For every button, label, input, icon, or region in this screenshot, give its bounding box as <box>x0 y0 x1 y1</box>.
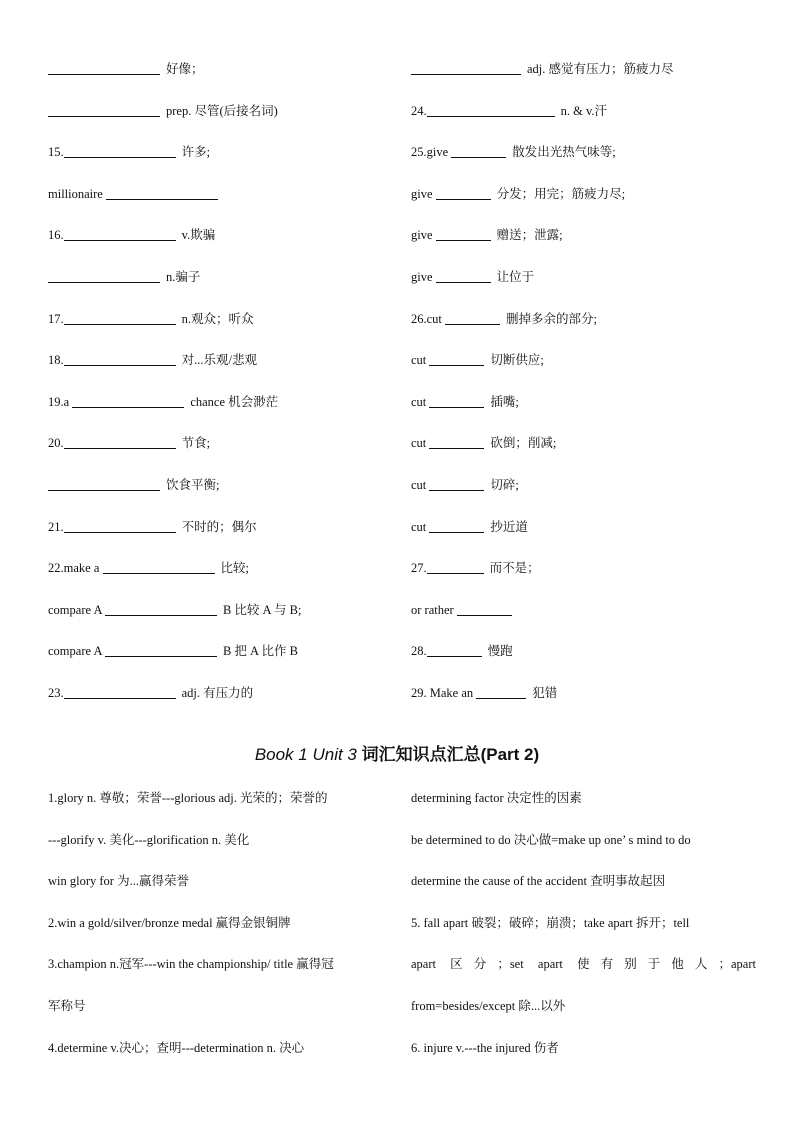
fill-line <box>411 640 756 682</box>
vocab-line: be determined to do 决心做=make up one’ s mind to do <box>411 832 691 847</box>
fill-line <box>48 516 393 558</box>
fill-line <box>411 349 756 391</box>
answer-blank[interactable] <box>64 226 176 241</box>
answer-blank[interactable] <box>64 684 176 699</box>
line-definition: 比较; <box>220 561 249 576</box>
fill-line <box>48 183 393 225</box>
answer-blank[interactable] <box>72 393 184 408</box>
fill-line <box>411 516 756 558</box>
line-prefix: cut <box>411 353 427 368</box>
line-definition: 而不是； <box>489 561 540 576</box>
line-definition: 赠送；泄露; <box>496 228 563 243</box>
vocab-line: 军称号 <box>48 998 86 1013</box>
answer-blank[interactable] <box>103 559 215 574</box>
answer-blank[interactable] <box>64 143 176 158</box>
line-definition: prep. 尽管(后接名词) <box>166 103 278 118</box>
fill-line <box>411 557 756 599</box>
vocab-line: 3.champion n.冠军---win the championship/ title 赢得冠 <box>48 957 334 972</box>
line-prefix: 21. <box>48 519 64 534</box>
vocab-line: from=besides/except 除...以外 <box>411 998 566 1013</box>
line-prefix: 29. Make an <box>411 685 474 700</box>
fill-line <box>48 100 393 142</box>
line-definition: 切碎; <box>490 477 519 492</box>
fill-line <box>48 141 393 183</box>
line-definition: n. & v.汗 <box>560 103 608 118</box>
answer-blank[interactable] <box>429 434 484 449</box>
line-definition: v.欺骗 <box>181 228 216 243</box>
answer-blank[interactable] <box>411 60 521 75</box>
answer-blank[interactable] <box>427 102 555 117</box>
line-prefix: 16. <box>48 228 64 243</box>
line-prefix: 27. <box>411 561 427 576</box>
line-prefix: cut <box>411 519 427 534</box>
title-book: Book 1 Unit 3 <box>254 745 357 764</box>
fill-line <box>48 224 393 266</box>
answer-blank[interactable] <box>429 351 484 366</box>
line-definition: 砍倒；削减; <box>490 436 557 451</box>
part2-right-column <box>411 787 756 1078</box>
answer-blank[interactable] <box>48 476 160 491</box>
answer-blank[interactable] <box>64 434 176 449</box>
part1-right-column <box>411 58 756 724</box>
vocab-line: 2.win a gold/silver/bronze medal 赢得金银铜牌 <box>48 915 291 930</box>
fill-line <box>48 599 393 641</box>
vocab-line: 6. injure v.---the injured 伤者 <box>411 1040 559 1055</box>
line-prefix: give <box>411 186 433 201</box>
answer-blank[interactable] <box>64 518 176 533</box>
line-definition: 分发；用完；筋疲力尽; <box>496 186 626 201</box>
line-prefix: give <box>411 228 433 243</box>
vocab-line: 5. fall apart 破裂；破碎；崩溃；take apart 拆开；tell <box>411 915 690 930</box>
answer-blank[interactable] <box>64 351 176 366</box>
vocab-line: ---glorify v. 美化---glorification n. 美化 <box>48 832 250 847</box>
fill-line <box>48 557 393 599</box>
fill-line <box>411 183 756 225</box>
line-definition: n.骗子 <box>166 269 201 284</box>
line-definition: adj. 感觉有压力；筋疲力尽 <box>527 62 674 76</box>
answer-blank[interactable] <box>436 226 491 241</box>
line-prefix: 20. <box>48 436 64 451</box>
fill-line <box>411 599 756 641</box>
line-definition: 抄近道 <box>490 519 528 534</box>
answer-blank[interactable] <box>457 601 512 616</box>
line-definition: chance 机会渺茫 <box>190 394 279 409</box>
line-definition: B 比较 A 与 B; <box>222 602 302 617</box>
line-prefix: 19.a <box>48 394 70 409</box>
line-prefix: 26.cut <box>411 311 442 326</box>
answer-blank[interactable] <box>436 268 491 283</box>
line-prefix: 25.give <box>411 145 449 160</box>
part1-left-column <box>48 58 393 724</box>
line-prefix: 24. <box>411 103 427 118</box>
fill-line <box>48 308 393 350</box>
vocab-line: 4.determine v.决心；查明---determination n. 决心 <box>48 1040 305 1055</box>
fill-line <box>411 266 756 308</box>
line-prefix: give <box>411 269 433 284</box>
answer-blank[interactable] <box>429 393 484 408</box>
line-definition: 慢跑 <box>487 644 513 659</box>
line-definition: 让位于 <box>496 269 535 284</box>
fill-line <box>411 141 756 183</box>
line-definition: 饮食平衡; <box>166 477 220 492</box>
answer-blank[interactable] <box>48 60 160 75</box>
line-definition: n.观众；听众 <box>181 311 254 326</box>
line-prefix: 17. <box>48 311 64 326</box>
line-prefix: or rather <box>411 602 454 617</box>
line-definition: 不时的；偶尔 <box>181 519 257 534</box>
line-prefix: cut <box>411 394 427 409</box>
fill-line <box>411 391 756 433</box>
fill-line <box>48 58 393 100</box>
line-definition: 切断供应; <box>490 353 544 368</box>
line-definition: 删掉多余的部分; <box>506 311 598 326</box>
fill-line <box>48 349 393 391</box>
line-prefix: cut <box>411 477 427 492</box>
line-prefix: cut <box>411 436 427 451</box>
line-definition: B 把 A 比作 B <box>222 644 298 659</box>
title-rest: 词汇知识点汇总(Part 2) <box>356 745 540 764</box>
answer-blank[interactable] <box>48 268 160 283</box>
line-definition: 节食; <box>181 436 211 451</box>
fill-line <box>48 640 393 682</box>
line-definition: 对...乐观/悲观 <box>181 353 257 368</box>
answer-blank[interactable] <box>436 185 491 200</box>
line-prefix: millionaire <box>48 186 103 201</box>
line-prefix: 18. <box>48 353 64 368</box>
line-definition: 犯错 <box>532 685 558 700</box>
fill-line <box>48 391 393 433</box>
fill-line <box>411 58 756 100</box>
answer-blank[interactable] <box>105 601 217 616</box>
vocab-line: determining factor 决定性的因素 <box>411 791 582 805</box>
line-definition: 好像； <box>166 62 204 76</box>
answer-blank[interactable] <box>64 310 176 325</box>
fill-line <box>48 474 393 516</box>
answer-blank[interactable] <box>429 476 484 491</box>
line-definition: adj. 有压力的 <box>181 685 254 700</box>
vocab-line: determine the cause of the accident 查明事故起因 <box>411 874 666 889</box>
fill-line <box>411 308 756 350</box>
answer-blank[interactable] <box>427 559 484 574</box>
line-prefix: 22.make a <box>48 561 100 576</box>
answer-blank[interactable] <box>445 310 500 325</box>
fill-line <box>48 266 393 308</box>
answer-blank[interactable] <box>105 642 217 657</box>
answer-blank[interactable] <box>429 518 484 533</box>
answer-blank[interactable] <box>476 684 526 699</box>
fill-line <box>411 224 756 266</box>
vocab-line: 1.glory n. 尊敬；荣誉---glorious adj. 光荣的；荣誉的 <box>48 791 328 805</box>
section-title <box>0 740 794 765</box>
fill-line <box>411 682 756 724</box>
line-prefix: 15. <box>48 145 64 160</box>
line-prefix: 28. <box>411 644 427 659</box>
line-prefix: compare A <box>48 602 102 617</box>
answer-blank[interactable] <box>106 185 218 200</box>
line-definition: 插嘴; <box>490 394 519 409</box>
fill-line <box>411 474 756 516</box>
line-prefix: compare A <box>48 644 102 659</box>
line-prefix: 23. <box>48 685 64 700</box>
fill-line <box>48 682 393 724</box>
vocab-line: win glory for 为...赢得荣誉 <box>48 874 189 889</box>
answer-blank[interactable] <box>451 143 506 158</box>
fill-line <box>48 432 393 474</box>
answer-blank[interactable] <box>48 102 160 117</box>
fill-line <box>411 432 756 474</box>
line-definition: 许多; <box>181 145 211 160</box>
fill-line <box>411 100 756 142</box>
vocab-line: apart 区分；set apart 使有别于他人；apart <box>411 957 756 972</box>
part2-left-column <box>48 787 393 1078</box>
answer-blank[interactable] <box>427 642 482 657</box>
line-definition: 散发出光热气味等; <box>512 145 616 160</box>
